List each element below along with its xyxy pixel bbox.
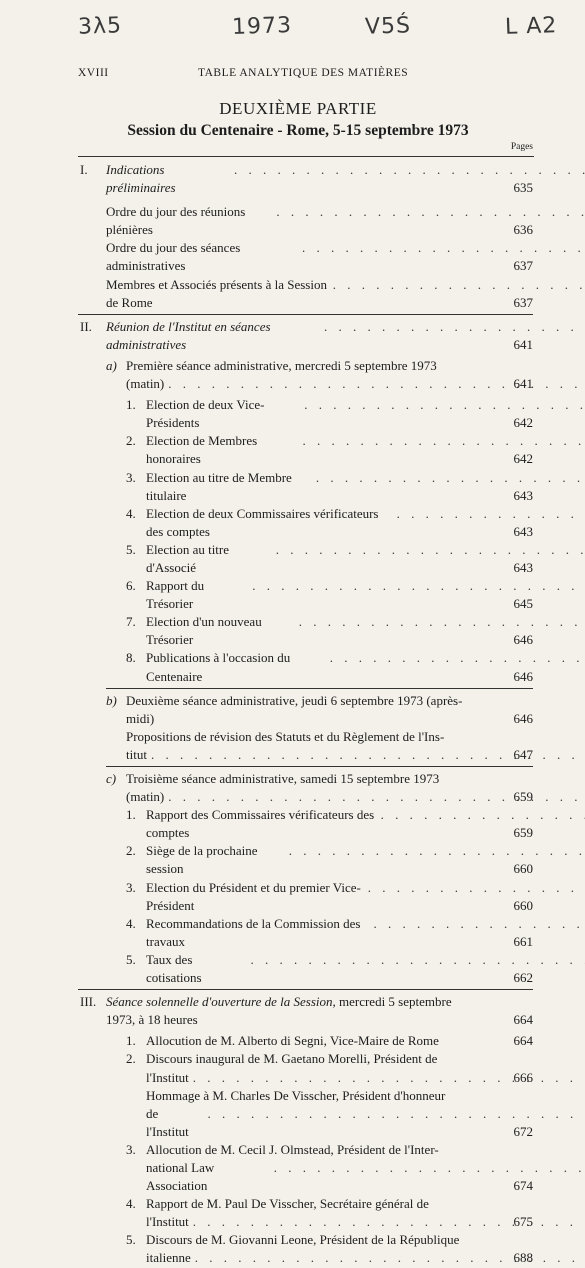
toc-section-1 xyxy=(0,161,585,197)
toc-entry: Ordre du jour des séances administratives . . . 637 xyxy=(0,239,585,275)
toc-item: 5. Election au titre d'Associé . . . 643 xyxy=(0,541,585,577)
toc-item: 6. Rapport du Trésorier . . . 645 xyxy=(0,577,585,613)
handwritten-note-3: V5Ś xyxy=(364,13,412,40)
toc-item-cont: l'Institut . . . 666 xyxy=(0,1069,585,1087)
running-title: TABLE ANALYTIQUE DES MATIÈRES xyxy=(198,67,409,79)
section-divider xyxy=(78,314,533,315)
toc-entry: Ordre du jour des réunions plénières . . . 636 xyxy=(0,203,585,239)
header-rule xyxy=(78,156,534,157)
section-number: II. xyxy=(80,318,92,334)
toc-item-cont: italienne . . . 688 xyxy=(0,1249,585,1267)
toc-item: 4. Recommandations de la Commission des travaux . . . 661 xyxy=(0,915,585,951)
pages-column-label: Pages xyxy=(510,142,533,152)
toc-item-cont: de l'Institut . . . 672 xyxy=(0,1105,585,1141)
toc-item: 4. Election de deux Commissaires vérificateurs des comptes . . . 643 xyxy=(0,505,585,541)
toc-item: 2. Election de Membres honoraires . . . 642 xyxy=(0,432,585,468)
toc-subsection-c: c) Troisième séance administrative, samedi 15 septembre 1973 xyxy=(106,771,440,786)
toc-item: 1. Allocution de M. Alberto di Segni, Vice-Maire de Rome 664 xyxy=(126,1033,533,1049)
toc-entry-cont: titut . . . 647 xyxy=(0,746,585,764)
toc-item: 3. Allocution de M. Cecil J. Olmstead, Président de l'Inter- xyxy=(126,1141,439,1157)
toc-item: 4. Rapport de M. Paul De Visscher, Secrétaire général de xyxy=(126,1196,429,1212)
table-of-contents xyxy=(0,161,585,1268)
toc-subsection-b-cont: midi) 646 xyxy=(126,710,533,726)
toc-item: 5. Taux des cotisations . . . 662 xyxy=(0,951,585,987)
toc-item: 5. Discours de M. Giovanni Leone, Président de la République xyxy=(126,1232,460,1248)
toc-item: 8. Publications à l'occasion du Centenaire . . . 646 xyxy=(0,649,585,685)
toc-item-cont: national Law Association . . . 674 xyxy=(0,1159,585,1195)
toc-subsection-c-cont: (matin) . . . 659 xyxy=(0,788,585,806)
toc-item: 2. Siège de la prochaine session . . . 660 xyxy=(0,842,585,878)
toc-entry: Propositions de révision des Statuts et du Règlement de l'Ins- xyxy=(126,728,445,744)
toc-item: Hommage à M. Charles De Visscher, Président d'honneur xyxy=(146,1087,446,1103)
toc-subsection-a: a) Première séance administrative, mercredi 5 septembre 1973 xyxy=(106,357,437,373)
session-title: Session du Centenaire - Rome, 5-15 septembre 1973 xyxy=(127,122,469,139)
toc-subsection-b: b) Deuxième séance administrative, jeudi 6 septembre 1973 (après- xyxy=(106,692,463,708)
toc-section-3: III. Séance solennelle d'ouverture de la Session, mercredi 5 septembre xyxy=(0,993,585,1011)
handwritten-note-2: 1973 xyxy=(231,12,293,41)
section-title: Indications préliminaires xyxy=(106,162,176,196)
page-number: XVIII xyxy=(78,67,109,79)
toc-item: 3. Election du Président et du premier Vice-Président . . . 660 xyxy=(0,879,585,915)
toc-item: 1. Rapport des Commissaires vérificateurs des comptes . . . 659 xyxy=(0,806,585,842)
handwritten-note-1: 3λ5 xyxy=(77,13,123,40)
toc-item: 7. Election d'un nouveau Trésorier . . . 646 xyxy=(0,613,585,649)
part-title: DEUXIÈME PARTIE xyxy=(219,99,377,118)
toc-item: 1. Election de deux Vice-Présidents . . . 642 xyxy=(0,396,585,432)
toc-entry: Membres et Associés présents à la Session de Rome . . . 637 xyxy=(0,276,585,312)
toc-section-2: II. Réunion de l'Institut en séances administratives . . . 641 xyxy=(0,318,585,354)
section-divider xyxy=(78,989,533,990)
section-number: III. xyxy=(80,994,97,1010)
section-number: I. xyxy=(80,162,88,177)
toc-item: 2. Discours inaugural de M. Gaetano Morelli, Président de xyxy=(126,1051,438,1067)
toc-item: 3. Election au titre de Membre titulaire . . . 643 xyxy=(0,469,585,505)
toc-section-3-cont: 1973, à 18 heures 664 xyxy=(106,1012,533,1028)
handwritten-note-4: L A2 xyxy=(504,13,558,40)
subsection-divider xyxy=(106,766,533,767)
subsection-divider xyxy=(106,688,533,689)
section-title: Réunion de l'Institut en séances administratives xyxy=(106,318,271,352)
toc-subsection-a-cont: (matin) . . . 641 xyxy=(0,375,585,393)
page-ref: 635 xyxy=(513,180,533,196)
toc-item-cont: l'Institut . . . 675 xyxy=(0,1213,585,1231)
